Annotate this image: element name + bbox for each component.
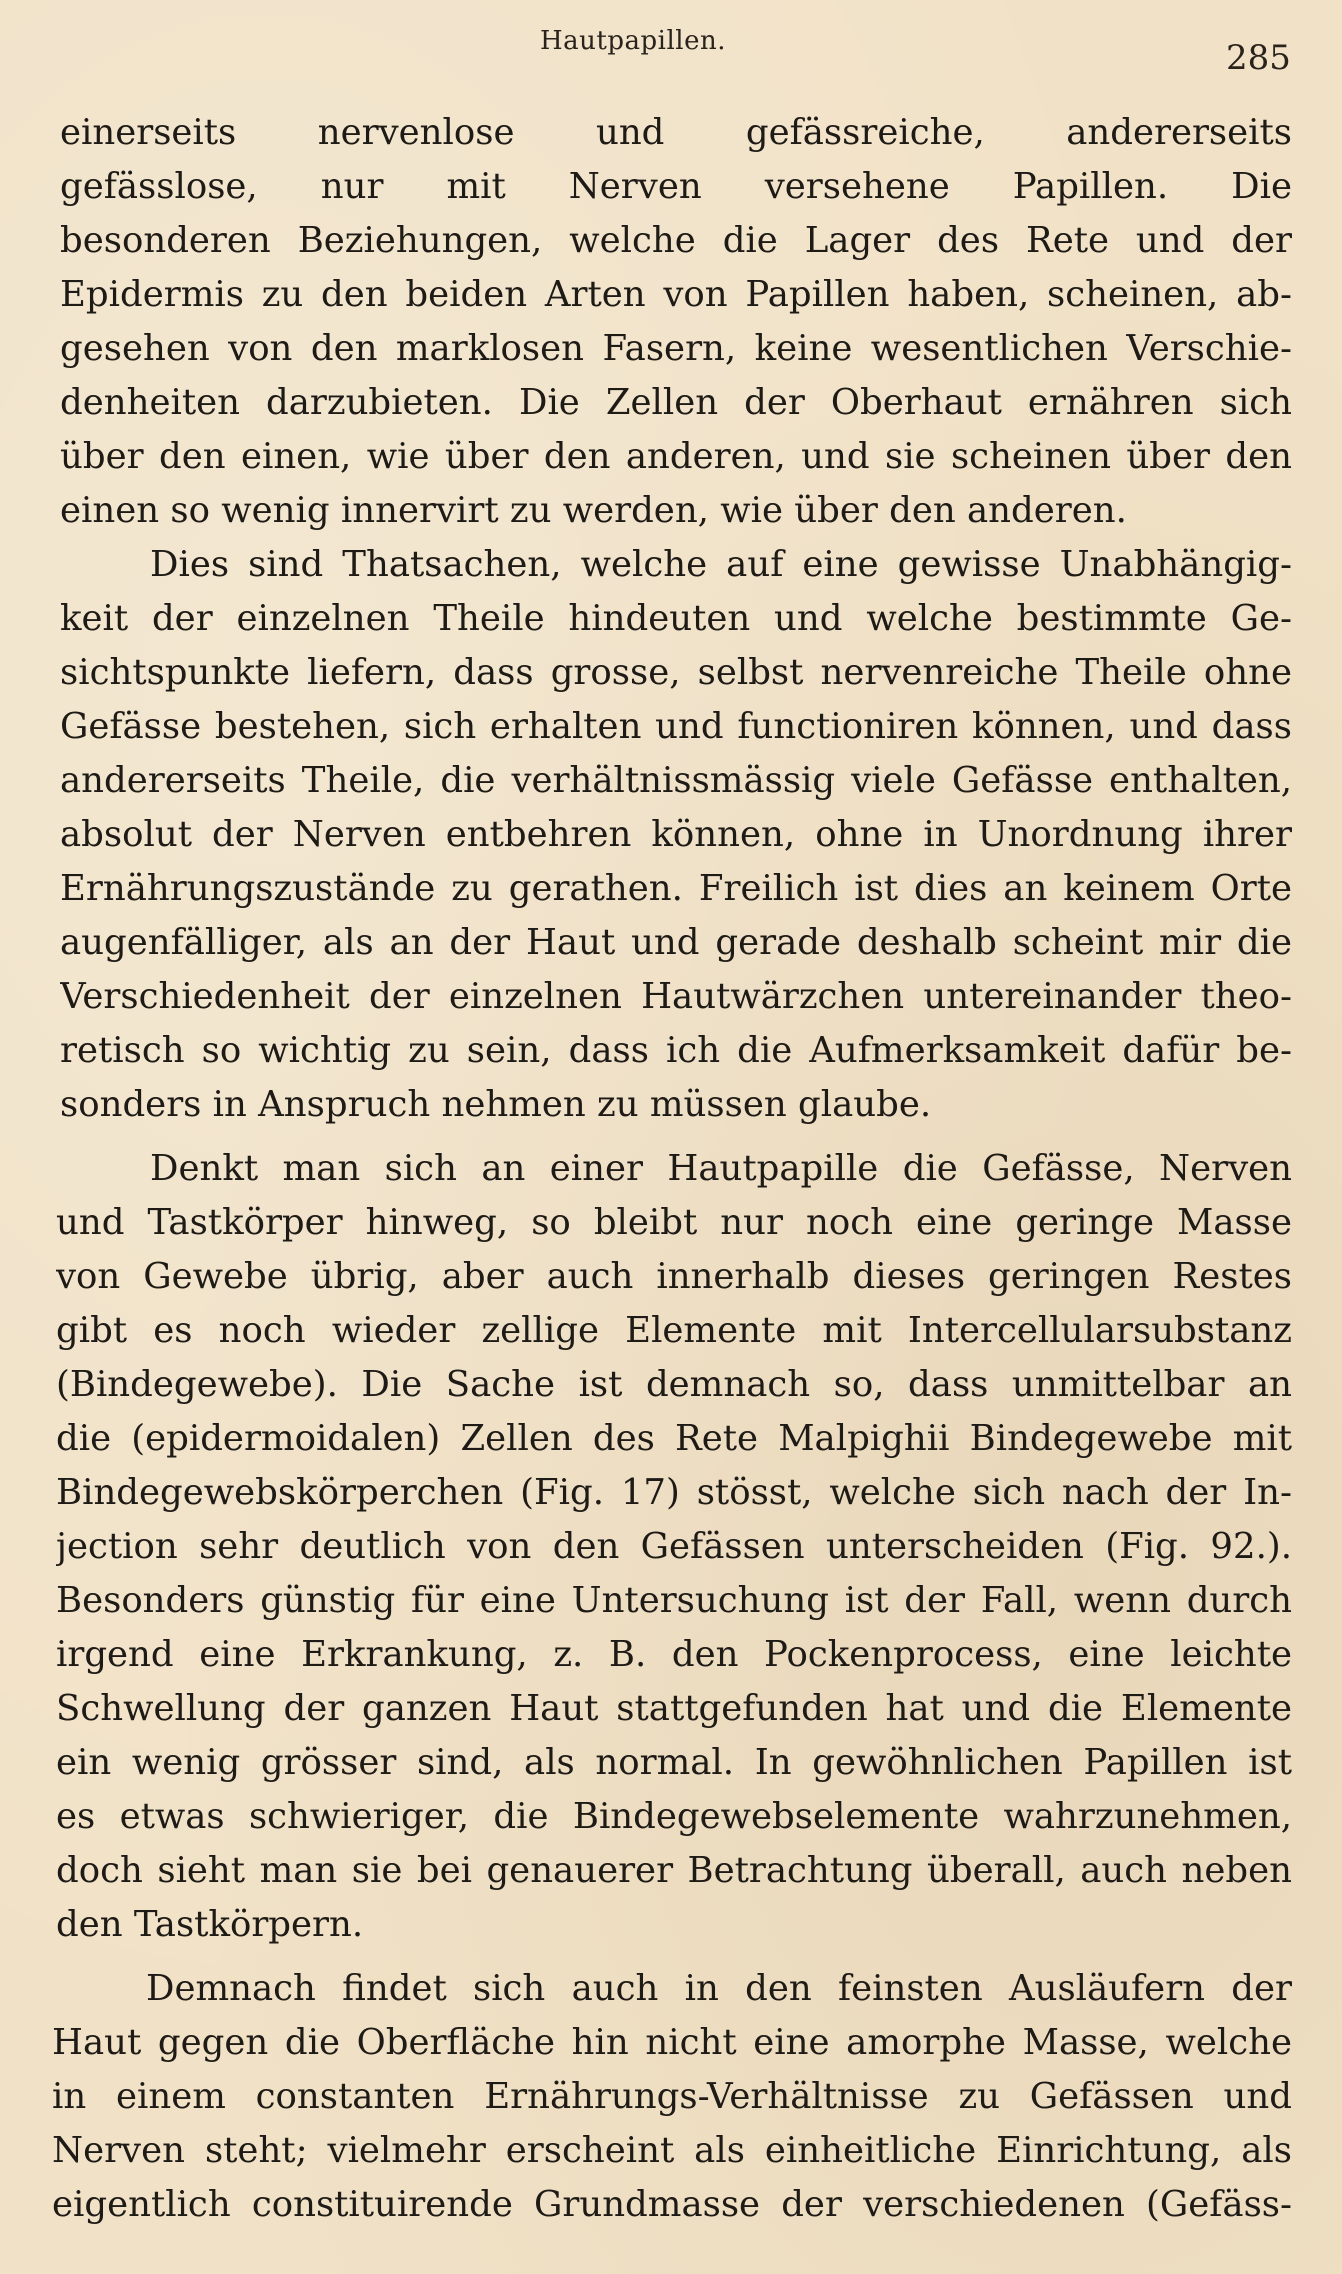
text-line: sichtspunkte liefern, dass grosse, selbst nervenreiche Theile ohne <box>60 652 1292 693</box>
text-line: Dies sind Thatsachen, welche auf eine gewisse Unabhängig- <box>150 544 1292 585</box>
text-line: und Tastkörper hinweg, so bleibt nur noch eine geringe Masse <box>56 1202 1292 1243</box>
text-line: Ernährungszustände zu gerathen. Freilich ist dies an keinem Orte <box>60 868 1292 909</box>
text-line: irgend eine Erkrankung, z. B. den Pockenprocess, eine leichte <box>56 1634 1292 1675</box>
text-line: andererseits Theile, die verhältnissmässig viele Gefässe enthalten, <box>60 760 1292 801</box>
text-line: augenfälliger, als an der Haut und gerade deshalb scheint mir die <box>60 922 1292 963</box>
text-line: den Tastkörpern. <box>56 1904 364 1945</box>
text-line: es etwas schwieriger, die Bindegewebselemente wahrzunehmen, <box>56 1796 1292 1837</box>
text-line: besonderen Beziehungen, welche die Lager des Rete und der <box>60 220 1292 261</box>
text-line: retisch so wichtig zu sein, dass ich die Aufmerksamkeit dafür be- <box>60 1030 1292 1071</box>
text-line: von Gewebe übrig, aber auch innerhalb dieses geringen Restes <box>56 1256 1292 1297</box>
text-line: in einem constanten Ernährungs-Verhältnisse zu Gefässen und <box>52 2076 1292 2117</box>
text-line: Bindegewebskörperchen (Fig. 17) stösst, welche sich nach der In- <box>56 1472 1292 1513</box>
text-line: Nerven steht; vielmehr erscheint als einheitliche Einrichtung, als <box>52 2130 1292 2171</box>
text-line: doch sieht man sie bei genauerer Betrachtung überall, auch neben <box>56 1850 1292 1891</box>
text-line: jection sehr deutlich von den Gefässen unterscheiden (Fig. 92.). <box>56 1526 1292 1567</box>
text-line: gesehen von den marklosen Fasern, keine wesentlichen Verschie- <box>60 328 1292 369</box>
running-head: Hautpapillen. <box>540 26 726 56</box>
text-line: gefässlose, nur mit Nerven versehene Papillen. Die <box>60 166 1292 207</box>
text-line: ein wenig grösser sind, als normal. In gewöhnlichen Papillen ist <box>56 1742 1292 1783</box>
text-line: absolut der Nerven entbehren können, ohne in Unordnung ihrer <box>60 814 1292 855</box>
text-line: keit der einzelnen Theile hindeuten und welche bestimmte Ge- <box>60 598 1292 639</box>
text-line: Gefässe bestehen, sich erhalten und functioniren können, und dass <box>60 706 1292 747</box>
text-line: denheiten darzubieten. Die Zellen der Oberhaut ernähren sich <box>60 382 1292 423</box>
text-line: Haut gegen die Oberfläche hin nicht eine amorphe Masse, welche <box>52 2022 1292 2063</box>
text-line: Besonders günstig für eine Untersuchung ist der Fall, wenn durch <box>56 1580 1292 1621</box>
text-line: Epidermis zu den beiden Arten von Papillen haben, scheinen, ab- <box>60 274 1292 315</box>
text-line: über den einen, wie über den anderen, und sie scheinen über den <box>60 436 1292 477</box>
text-line: Denkt man sich an einer Hautpapille die Gefässe, Nerven <box>150 1148 1292 1189</box>
text-line: einen so wenig innervirt zu werden, wie über den anderen. <box>60 490 1127 531</box>
text-line: die (epidermoidalen) Zellen des Rete Malpighii Bindegewebe mit <box>56 1418 1292 1459</box>
text-line: eigentlich constituirende Grundmasse der verschiedenen (Gefäss- <box>52 2184 1292 2225</box>
text-line: gibt es noch wieder zellige Elemente mit Intercellularsubstanz <box>56 1310 1292 1351</box>
text-line: sonders in Anspruch nehmen zu müssen glaube. <box>60 1084 932 1125</box>
text-line: (Bindegewebe). Die Sache ist demnach so, dass unmittelbar an <box>56 1364 1292 1405</box>
page-number: 285 <box>1226 38 1291 78</box>
text-line: Demnach findet sich auch in den feinsten Ausläufern der <box>146 1968 1292 2009</box>
text-line: Schwellung der ganzen Haut stattgefunden hat und die Elemente <box>56 1688 1292 1729</box>
text-line: Verschiedenheit der einzelnen Hautwärzchen untereinander theo- <box>60 976 1292 1017</box>
text-line: einerseits nervenlose und gefässreiche, andererseits <box>60 112 1292 153</box>
